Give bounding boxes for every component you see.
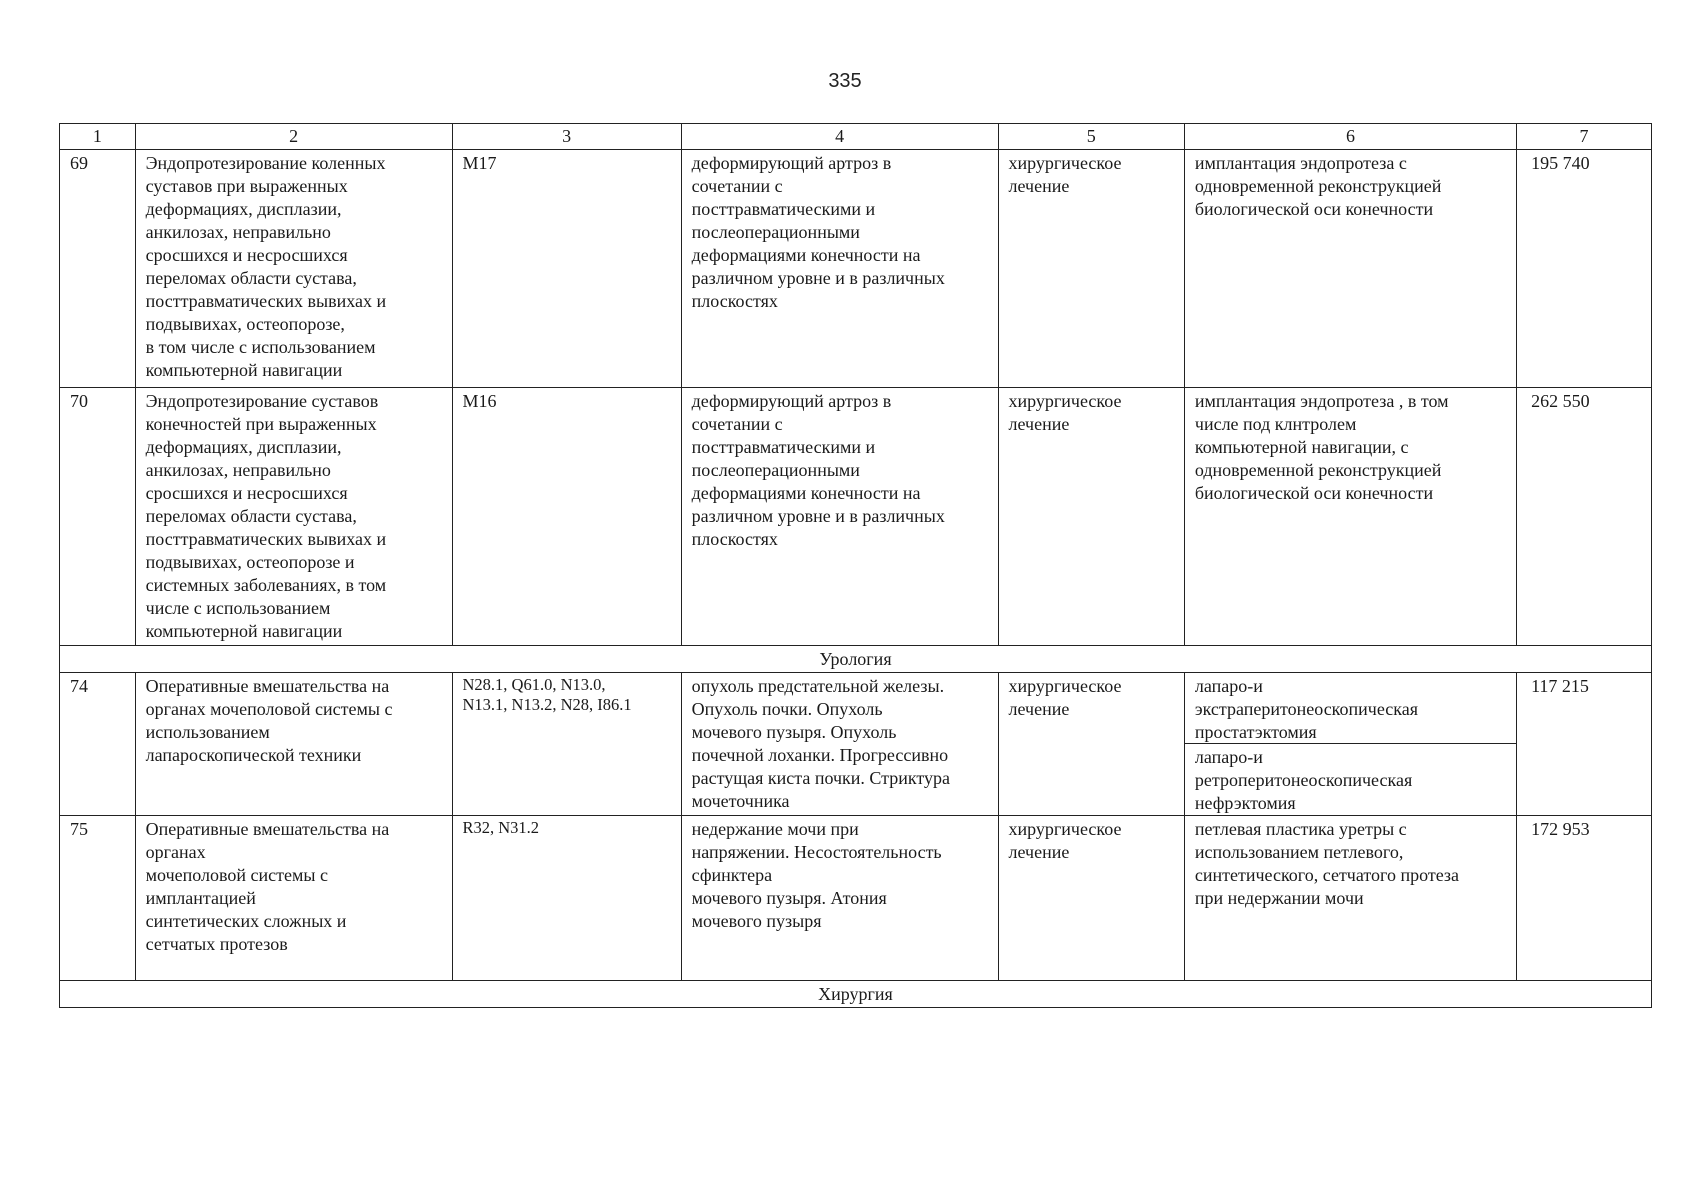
treatment-method: петлевая пластика уретры с использованием петлевого, синтетического, сетчатого протеза при недержании мочи [1184, 816, 1516, 981]
column-number-6: 6 [1184, 124, 1516, 150]
row-number: 69 [60, 150, 136, 388]
row-number: 74 [60, 673, 136, 816]
treatment-method-split [1184, 673, 1516, 816]
patient-model: опухоль предстательной железы. Опухоль почки. Опухоль мочевого пузыря. Опухоль почечной лоханки. Прогрессивно растущая киста почки. Стриктура мочеточника [681, 673, 998, 816]
patient-model: деформирующий артроз в сочетании с посттравматическими и послеоперационными деформациями конечности на различном уровне и в различных плоскостях [681, 388, 998, 646]
table-row-75 [60, 816, 1652, 981]
column-number-header-row [60, 124, 1652, 150]
table-row-74 [60, 673, 1652, 816]
column-number-7: 7 [1517, 124, 1652, 150]
cost-value: 195 740 [1517, 150, 1652, 388]
icd-code: R32, N31.2 [452, 816, 681, 981]
icd-code: M16 [452, 388, 681, 646]
patient-model: недержание мочи при напряжении. Несостоятельность сфинктера мочевого пузыря. Атония мочевого пузыря [681, 816, 998, 981]
column-number-4: 4 [681, 124, 998, 150]
table-row-70 [60, 388, 1652, 646]
services-table [59, 123, 1652, 1008]
cost-value: 172 953 [1517, 816, 1652, 981]
column-number-1: 1 [60, 124, 136, 150]
page-number: 335 [828, 70, 862, 92]
treatment-type: хирургическое лечение [998, 816, 1184, 981]
icd-code: N28.1, Q61.0, N13.0, N13.1, N13.2, N28, I86.1 [452, 673, 681, 816]
treatment-method-2: лапаро-и ретроперитонеоскопическая нефрэктомия [1194, 747, 1413, 813]
table-row-69 [60, 150, 1652, 388]
row-number: 75 [60, 816, 136, 981]
treatment-method-1: лапаро-и экстраперитонеоскопическая простатэктомия [1185, 673, 1516, 744]
cost-value: 262 550 [1517, 388, 1652, 646]
column-number-3: 3 [452, 124, 681, 150]
icd-code: M17 [452, 150, 681, 388]
service-name: Эндопротезирование суставов конечностей при выраженных деформациях, дисплазии, анкилозах, неправильно сросшихся и несросшихся переломах области сустава, посттравматических вывихах и подвывихах, остеопорозе и системных заболеваниях, в том числе с использованием компьютерной навигации [135, 388, 452, 646]
section-title-urology: Урология [60, 646, 1652, 673]
treatment-method: имплантация эндопротеза с одновременной реконструкцией биологической оси конечности [1184, 150, 1516, 388]
section-row-urology [60, 646, 1652, 673]
patient-model: деформирующий артроз в сочетании с посттравматическими и послеоперационными деформациями конечности на различном уровне и в различных плоскостях [681, 150, 998, 388]
row-number: 70 [60, 388, 136, 646]
section-row-surgery [60, 981, 1652, 1008]
treatment-type: хирургическое лечение [998, 673, 1184, 816]
service-name: Оперативные вмешательства на органах мочеполовой системы с использованием лапароскопической техники [135, 673, 452, 816]
treatment-type: хирургическое лечение [998, 388, 1184, 646]
service-name: Оперативные вмешательства на органах мочеполовой системы с имплантацией синтетических сложных и сетчатых протезов [135, 816, 452, 981]
column-number-5: 5 [998, 124, 1184, 150]
service-name: Эндопротезирование коленных суставов при выраженных деформациях, дисплазии, анкилозах, неправильно сросшихся и несросшихся переломах области сустава, посттравматических вывихах и подвывихах, остеопорозе, в том числе с использованием компьютерной навигации [135, 150, 452, 388]
column-number-2: 2 [135, 124, 452, 150]
cost-value: 117 215 [1517, 673, 1652, 816]
section-title-surgery: Хирургия [60, 981, 1652, 1008]
treatment-type: хирургическое лечение [998, 150, 1184, 388]
treatment-method: имплантация эндопротеза , в том числе под клнтролем компьютерной навигации, с одновременной реконструкцией биологической оси конечности [1184, 388, 1516, 646]
